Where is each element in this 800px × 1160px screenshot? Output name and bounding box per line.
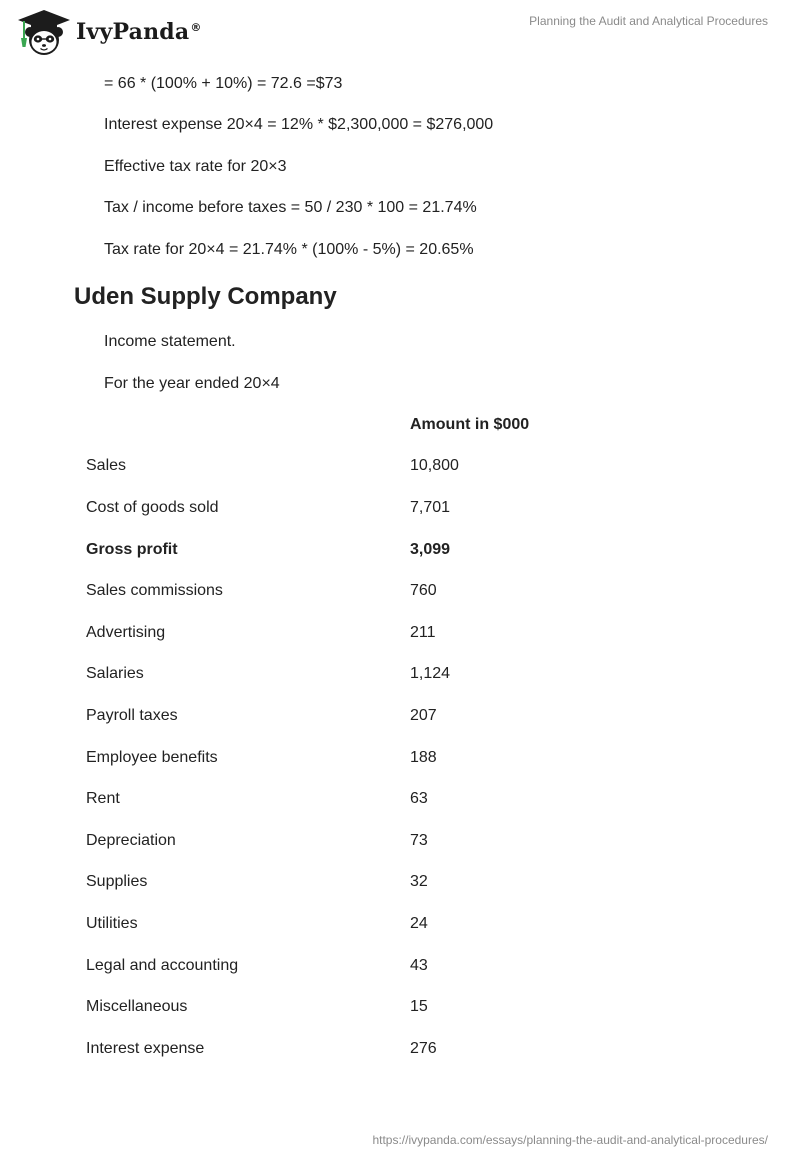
table-row-gross-profit xyxy=(74,529,734,571)
row-amount: 73 xyxy=(410,831,428,849)
table-row xyxy=(74,986,734,1028)
table-row xyxy=(74,487,734,529)
table-row xyxy=(74,446,734,488)
table-row xyxy=(74,903,734,945)
row-item: Advertising xyxy=(86,623,166,641)
row-item: Interest expense xyxy=(86,1039,205,1057)
page-header-title: Planning the Audit and Analytical Procedures xyxy=(529,14,768,28)
row-amount: 188 xyxy=(410,748,437,766)
table-row xyxy=(74,737,734,779)
row-item: Rent xyxy=(86,790,120,808)
row-item: Miscellaneous xyxy=(86,998,188,1016)
row-item: Gross profit xyxy=(86,540,178,558)
row-item: Salaries xyxy=(86,665,144,683)
row-item: Supplies xyxy=(86,873,148,891)
calculation-line: = 66 * (100% + 10%) = 72.6 =$73 xyxy=(104,75,343,92)
row-amount: 760 xyxy=(410,582,437,600)
row-item: Employee benefits xyxy=(86,748,218,766)
row-item: Depreciation xyxy=(86,831,176,849)
registered-mark: ® xyxy=(190,20,202,34)
row-item: Payroll taxes xyxy=(86,706,178,724)
row-amount: 3,099 xyxy=(410,540,451,558)
row-amount: 43 xyxy=(410,956,428,974)
header-cell-item xyxy=(74,404,398,446)
table-header-row xyxy=(74,404,734,446)
row-amount: 207 xyxy=(410,706,437,724)
row-amount: 7,701 xyxy=(410,498,451,516)
row-item: Sales xyxy=(86,457,127,475)
table-row xyxy=(74,945,734,987)
table-row xyxy=(74,820,734,862)
income-statement-table xyxy=(74,404,734,1070)
calculation-line: Tax rate for 20×4 = 21.74% * (100% - 5%) = 20.65% xyxy=(104,241,474,258)
table-row xyxy=(74,612,734,654)
row-amount: 15 xyxy=(410,998,428,1016)
table-row xyxy=(74,654,734,696)
statement-subtitle: Income statement. xyxy=(104,333,236,350)
calculation-line: Effective tax rate for 20×3 xyxy=(104,158,287,175)
table-row xyxy=(74,862,734,904)
row-amount: 63 xyxy=(410,790,428,808)
calculation-line: Interest expense 20×4 = 12% * $2,300,000 = $276,000 xyxy=(104,116,494,133)
row-amount: 276 xyxy=(410,1039,437,1057)
row-item: Utilities xyxy=(86,914,138,932)
table-row xyxy=(74,778,734,820)
row-item: Legal and accounting xyxy=(86,956,239,974)
row-item: Sales commissions xyxy=(86,582,223,600)
site-logo[interactable] xyxy=(14,8,202,58)
table-row xyxy=(74,1028,734,1070)
section-heading: Uden Supply Company xyxy=(74,283,337,310)
table-row xyxy=(74,695,734,737)
source-url-link[interactable]: https://ivypanda.com/essays/planning-the-audit-and-analytical-procedures/ xyxy=(372,1133,768,1147)
row-amount: 211 xyxy=(410,623,436,641)
row-amount: 1,124 xyxy=(410,665,451,683)
panda-graduate-icon xyxy=(14,8,74,58)
statement-period: For the year ended 20×4 xyxy=(104,375,280,392)
table-row xyxy=(74,570,734,612)
row-amount: 32 xyxy=(410,873,428,891)
row-amount: 24 xyxy=(410,914,428,932)
row-amount: 10,800 xyxy=(410,457,459,475)
row-item: Cost of goods sold xyxy=(86,498,219,516)
calculation-line: Tax / income before taxes = 50 / 230 * 100 = 21.74% xyxy=(104,199,477,216)
logo-text: IvyPanda® xyxy=(76,19,202,45)
header-cell-amount: Amount in $000 xyxy=(410,415,530,433)
